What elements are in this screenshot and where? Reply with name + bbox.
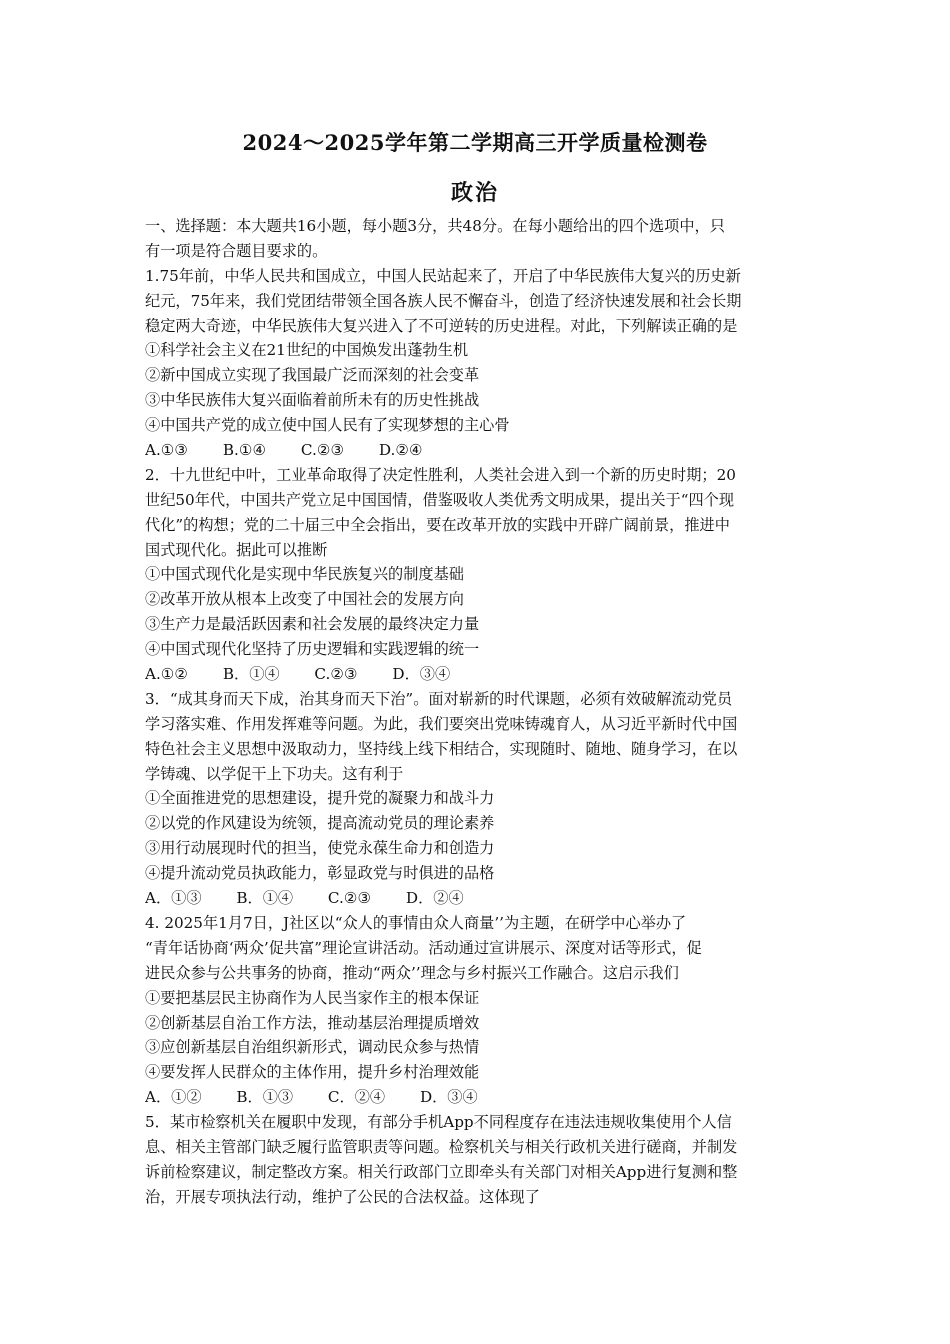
answer-option-d: D．③④ [392,665,451,684]
question-item: ①中国式现代化是实现中华民族复兴的制度基础 [145,565,464,584]
question-item: ②创新基层自治工作方法，推动基层治理提质增效 [145,1013,480,1032]
answer-option-c: C.②③ [314,665,358,684]
answer-option-a: A.①③ [145,441,189,460]
answer-option-d: D．③④ [419,1088,478,1107]
answer-option-c: C．②④ [327,1088,386,1107]
answer-option-c: C.②③ [327,889,372,908]
question-item: ④提升流动党员执政能力，彰显政党与时俱进的品格 [145,864,495,883]
question-item: ①科学社会主义在21世纪的中国焕发出蓬勃生机 [145,341,469,360]
answer-option-d: D．②④ [405,889,464,908]
question-stem-line: 学铸魂、以学促干上下功夫。这有利于 [145,764,404,783]
question-item: ③中华民族伟大复兴面临着前所未有的历史性挑战 [145,391,480,410]
question-item: ④要发挥人民群众的主体作用，提升乡村治理效能 [145,1063,480,1082]
question-stem-line: 特色社会主义思想中汲取动力，坚持线上线下相结合，实现随时、随地、随身学习，在以 [145,739,738,758]
question-item: ①全面推进党的思想建设，提升党的凝聚力和战斗力 [145,789,495,808]
answer-options [145,662,815,687]
question-stem-line: 稳定两大奇迹，中华民族伟大复兴进入了不可逆转的历史进程。对此，下列解读正确的是 [145,316,738,335]
question-stem-line: 息、相关主管部门缺乏履行监管职责等问题。检察机关与相关行政机关进行磋商，并制发 [145,1137,738,1156]
answer-option-b: B．①④ [236,889,294,908]
question-item: ③生产力是最活跃因素和社会发展的最终决定力量 [145,615,480,634]
answer-options [145,438,815,463]
intro-line: 一、选择题：本大题共16小题，每小题3分，共48分。在每小题给出的四个选项中，只 [145,217,725,235]
intro-line: 有一项是符合题目要求的。 [145,241,328,260]
question-stem-line: 进民众参与公共事务的协商，推动“两众’’理念与乡村振兴工作融合。这启示我们 [145,963,679,982]
question-stem-line: 国式现代化。据此可以推断 [145,540,328,559]
answer-option-a: A．①③ [145,889,202,908]
answer-option-a: A.①② [145,665,189,684]
question-4 [145,911,815,1110]
answer-options [145,886,815,911]
answer-option-b: B．①③ [236,1088,294,1107]
question-item: ③用行动展现时代的担当，使党永葆生命力和创造力 [145,839,495,858]
question-stem-line: 纪元，75年来，我们党团结带领全国各族人民不懈奋斗，创造了经济快速发展和社会长期 [145,291,742,310]
question-stem-line: 治，开展专项执法行动，维护了公民的合法权益。这体现了 [145,1187,540,1206]
question-2 [145,463,815,687]
question-stem-line: 5．某市检察机关在履职中发现，有部分手机App不同程度存在违法违规收集使用个人信 [145,1113,732,1132]
question-stem-line: 代化”的构想；党的二十届三中全会指出，要在改革开放的实践中开辟广阔前景，推进中 [145,515,730,534]
question-stem-line: 4. 2025年1月7日，J社区以“众人的事情由众人商量’’为主题，在研学中心举办了 [145,913,687,932]
section-intro [145,214,815,264]
question-stem-line: 2．十九世纪中叶，工业革命取得了决定性胜利，人类社会进入到一个新的历史时期；20 [145,465,736,484]
exam-content [145,214,815,1210]
question-stem-line: “青年话协商‘两众’促共富”理论宣讲活动。活动通过宣讲展示、深度对话等形式，促 [145,938,702,957]
question-item: ②以党的作风建设为统领，提高流动党员的理论素养 [145,814,495,833]
exam-title: 2024～2025学年第二学期高三开学质量检测卷 [242,130,708,155]
question-stem-line: 世纪50年代，中国共产党立足中国国情，借鉴吸收人类优秀文明成果，提出关于“四个现 [145,490,735,509]
question-stem-line: 诉前检察建议，制定整改方案。相关行政部门立即牵头有关部门对相关App进行复测和整 [145,1162,738,1181]
answer-options [145,1085,815,1110]
question-item: ②新中国成立实现了我国最广泛而深刻的社会变革 [145,366,480,385]
answer-option-a: A．①② [145,1088,202,1107]
question-stem-line: 3．“成其身而天下成，治其身而天下治”。面对崭新的时代课题，必须有效破解流动党员 [145,689,733,708]
answer-option-b: B.①④ [222,441,267,460]
subject-title: 政治 [450,180,499,206]
question-stem-line: 1.75年前，中华人民共和国成立，中国人民站起来了，开启了中华民族伟大复兴的历史新 [145,266,741,285]
question-item: ③应创新基层自治组织新形式，调动民众参与热情 [145,1038,480,1057]
question-3 [145,687,815,911]
answer-option-c: C.②③ [300,441,345,460]
question-item: ④中国共产党的成立使中国人民有了实现梦想的主心骨 [145,416,510,435]
question-5 [145,1110,815,1210]
question-1 [145,264,815,463]
question-item: ①要把基层民主协商作为人民当家作主的根本保证 [145,988,480,1007]
question-item: ④中国式现代化坚持了历史逻辑和实践逻辑的统一 [145,640,480,659]
question-stem-line: 学习落实难、作用发挥难等问题。为此，我们要突出党味铸魂育人，从习近平新时代中国 [145,714,738,733]
question-item: ②改革开放从根本上改变了中国社会的发展方向 [145,590,464,609]
answer-option-b: B．①④ [222,665,280,684]
answer-option-d: D.②④ [378,441,423,460]
